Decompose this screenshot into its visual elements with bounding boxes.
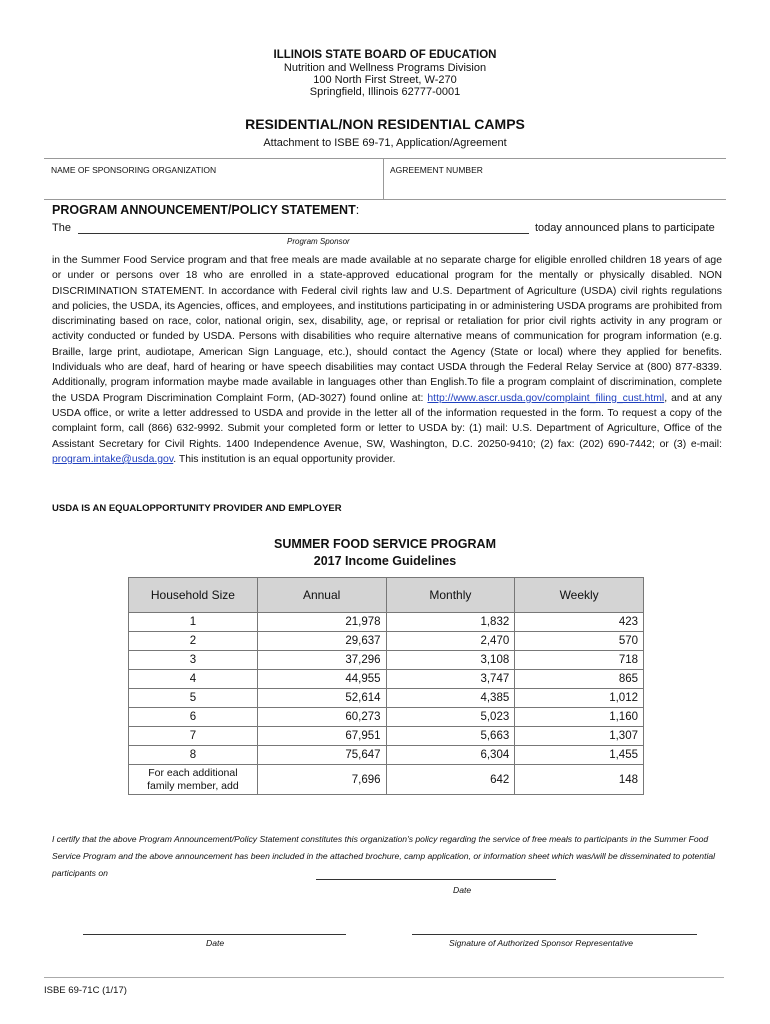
monthly-value: 3,108: [386, 651, 515, 670]
monthly-value: 5,023: [386, 708, 515, 727]
usda-email-link[interactable]: program.intake@usda.gov: [52, 453, 174, 465]
weekly-value: 1,012: [515, 689, 644, 708]
section-heading-colon: :: [355, 203, 360, 217]
weekly-value: 1,160: [515, 708, 644, 727]
agency-name: ILLINOIS STATE BOARD OF EDUCATION: [273, 49, 497, 61]
household-size: 3: [129, 651, 258, 670]
household-size: 8: [129, 746, 258, 765]
table-header-row: [129, 578, 644, 613]
additional-member-label: [129, 765, 258, 795]
household-size: 6: [129, 708, 258, 727]
household-size: 2: [129, 632, 258, 651]
form-number: ISBE 69-71C (1/17): [44, 985, 127, 996]
monthly-value: 3,747: [386, 670, 515, 689]
weekly-value: 865: [515, 670, 644, 689]
annual-value: 44,955: [257, 670, 386, 689]
agency-address: 100 North First Street, W-270: [313, 74, 457, 86]
organization-fields: [44, 158, 726, 200]
announced-text: today announced plans to participate: [535, 222, 715, 234]
additional-member-row: [129, 765, 644, 795]
annual-value: 60,273: [257, 708, 386, 727]
table-row: [129, 670, 644, 689]
table-row: [129, 651, 644, 670]
table-row: [129, 632, 644, 651]
certification-statement: I certify that the above Program Announcement/Policy Statement constitutes this organization's policy regarding the service of free meals to participants in the Summer Food Service Program and the above announcement has been included in the attached brochure, camp application, or information sheet which was/will be disseminated to potential participants on: [52, 834, 716, 878]
field-divider: [383, 159, 384, 199]
signature-date-input-line[interactable]: [83, 934, 346, 935]
weekly-value: 423: [515, 613, 644, 632]
sponsoring-org-field[interactable]: NAME OF SPONSORING ORGANIZATION: [51, 165, 217, 175]
footer-rule: [44, 977, 724, 978]
weekly-value: 1,455: [515, 746, 644, 765]
weekly-value: 718: [515, 651, 644, 670]
dissemination-date-input-line[interactable]: [316, 879, 556, 880]
annual-value: 37,296: [257, 651, 386, 670]
household-size: 1: [129, 613, 258, 632]
additional-label-line1: For each additional: [148, 766, 238, 779]
attachment-note: Attachment to ISBE 69-71, Application/Agreement: [263, 137, 507, 149]
income-table-subtitle: 2017 Income Guidelines: [313, 554, 457, 568]
table-row: [129, 727, 644, 746]
complaint-form-link[interactable]: http://www.ascr.usda.gov/complaint_filing_cust.html: [427, 392, 665, 404]
table-row: [129, 689, 644, 708]
policy-text-1: in the Summer Food Service program and that free meals are made available at no separate charge for eligible enrolled children 18 years of age or under or persons over 18 who are enrolled in a state-approved educational program for the mentally or physically disabled. NON DISCRIMINATION STATEMENT. In accordance with Federal civil rights law and U.S. Department of Agriculture (USDA) civil rights regulations and policies, the USDA, its Agencies, offices, and employees, and institutions participating in or administering USDA programs are prohibited from discriminating based on race, color, national origin, sex, disability, age, or reprisal or retaliation for prior civil rights activity in any program or activity conducted or funded by USDA. Persons with disabilities who require alternative means of communication for program information (e.g. Braille, large print, audiotape, American Sign Language, etc.), should contact the Agency (State or local) where they applied for benefits. Individuals who are deaf, hard of hearing or have speech disabilities may contact USDA through the Federal Relay Service at (800) 877-8339. Additionally, program information maybe made available in languages other than English.To file a program complaint of discrimination, complete the USDA Program Discrimination Complaint Form, (AD-3027) found online at:: [52, 255, 722, 404]
table-row: [129, 613, 644, 632]
additional-label-line2: family member, add: [147, 779, 239, 792]
col-weekly: Weekly: [515, 578, 644, 613]
policy-text-3: . This institution is an equal opportunity provider.: [173, 453, 396, 465]
signature-input-line[interactable]: [412, 934, 697, 935]
policy-statement-body: [52, 253, 722, 467]
weekly-value: 1,307: [515, 727, 644, 746]
dissemination-date-label: Date: [453, 885, 472, 895]
col-monthly: Monthly: [386, 578, 515, 613]
annual-value: 52,614: [257, 689, 386, 708]
table-row: [129, 746, 644, 765]
weekly-value: 570: [515, 632, 644, 651]
household-size: 4: [129, 670, 258, 689]
annual-value: 21,978: [257, 613, 386, 632]
monthly-value: 2,470: [386, 632, 515, 651]
monthly-value: 1,832: [386, 613, 515, 632]
annual-value: 75,647: [257, 746, 386, 765]
monthly-value: 5,663: [386, 727, 515, 746]
additional-monthly: 642: [386, 765, 515, 795]
monthly-value: 6,304: [386, 746, 515, 765]
annual-value: 67,951: [257, 727, 386, 746]
monthly-value: 4,385: [386, 689, 515, 708]
the-label: The: [52, 222, 71, 234]
col-annual: Annual: [257, 578, 386, 613]
agency-city: Springfield, Illinois 62777-0001: [309, 86, 461, 98]
usda-equal-opportunity: USDA IS AN EQUALOPPORTUNITY PROVIDER AND EMPLOYER: [52, 503, 342, 514]
col-household-size: Household Size: [129, 578, 258, 613]
agreement-number-field[interactable]: AGREEMENT NUMBER: [390, 165, 483, 175]
section-heading: [52, 203, 359, 217]
signature-date-label: Date: [206, 938, 225, 948]
program-sponsor-caption: Program Sponsor: [287, 237, 350, 246]
household-size: 7: [129, 727, 258, 746]
additional-weekly: 148: [515, 765, 644, 795]
signature-label: Signature of Authorized Sponsor Representative: [449, 938, 634, 948]
additional-annual: 7,696: [257, 765, 386, 795]
table-row: [129, 708, 644, 727]
income-table-title: SUMMER FOOD SERVICE PROGRAM: [273, 537, 496, 551]
household-size: 5: [129, 689, 258, 708]
policy-text-2: , and at any USDA office, or write a letter addressed to USDA and provide in the letter all of the information requested in the form. To request a copy of the complaint form, call (866) 632-9992. Submit your completed form or letter to USDA by: (1) mail: U.S. Department of Agriculture, Office of the Assistant Secretary for Civil Rights. 1400 Independence Avenue, SW, Washington, D.C. 20250-9410; (2) fax: (202) 690-7442; or (3) e-mail:: [52, 392, 722, 450]
income-guidelines-table: [128, 577, 644, 795]
section-heading-text: PROGRAM ANNOUNCEMENT/POLICY STATEMENT: [52, 203, 356, 217]
document-title: RESIDENTIAL/NON RESIDENTIAL CAMPS: [245, 116, 525, 132]
division-name: Nutrition and Wellness Programs Division: [283, 62, 487, 74]
program-sponsor-input-line[interactable]: [78, 233, 529, 234]
annual-value: 29,637: [257, 632, 386, 651]
